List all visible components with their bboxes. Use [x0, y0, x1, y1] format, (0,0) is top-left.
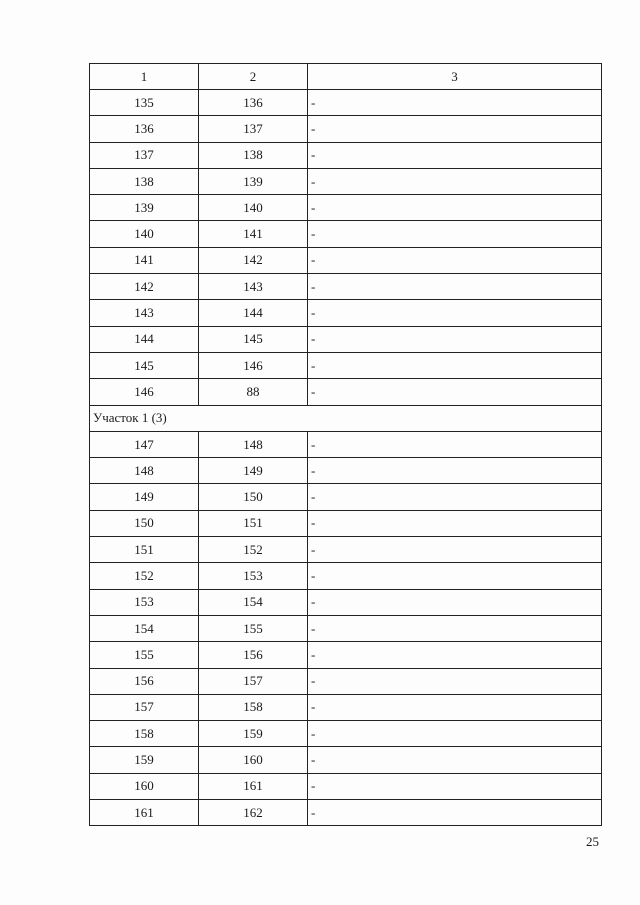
to-point-cell: 140: [199, 195, 308, 221]
table-row: [90, 168, 602, 194]
from-point-cell: 148: [90, 458, 199, 484]
table-row: [90, 247, 602, 273]
to-point-cell: 88: [199, 379, 308, 405]
note-cell: -: [308, 247, 602, 273]
table-row: [90, 668, 602, 694]
from-point-cell: 142: [90, 274, 199, 300]
table-row: [90, 563, 602, 589]
note-cell: -: [308, 431, 602, 457]
to-point-cell: 154: [199, 589, 308, 615]
from-point-cell: 135: [90, 90, 199, 116]
table-row: [90, 747, 602, 773]
from-point-cell: 143: [90, 300, 199, 326]
to-point-cell: 159: [199, 721, 308, 747]
to-point-cell: 151: [199, 510, 308, 536]
table-row: [90, 721, 602, 747]
section-label: Участок 1 (3): [90, 405, 602, 431]
from-point-cell: 158: [90, 721, 199, 747]
table-header-row: [90, 64, 602, 90]
table-row: [90, 510, 602, 536]
table-row: [90, 642, 602, 668]
from-point-cell: 140: [90, 221, 199, 247]
to-point-cell: 149: [199, 458, 308, 484]
table-row: [90, 300, 602, 326]
to-point-cell: 156: [199, 642, 308, 668]
table-row: [90, 195, 602, 221]
table-row: [90, 326, 602, 352]
table-row: [90, 800, 602, 826]
column-header-2: 2: [199, 64, 308, 90]
from-point-cell: 161: [90, 800, 199, 826]
table-row: [90, 694, 602, 720]
table-row: [90, 537, 602, 563]
note-cell: -: [308, 589, 602, 615]
table-row: [90, 352, 602, 378]
note-cell: -: [308, 379, 602, 405]
note-cell: -: [308, 484, 602, 510]
note-cell: -: [308, 721, 602, 747]
page-number: 25: [586, 834, 599, 849]
to-point-cell: 155: [199, 615, 308, 641]
from-point-cell: 147: [90, 431, 199, 457]
note-cell: -: [308, 458, 602, 484]
from-point-cell: 154: [90, 615, 199, 641]
note-cell: -: [308, 668, 602, 694]
from-point-cell: 157: [90, 694, 199, 720]
note-cell: -: [308, 142, 602, 168]
from-point-cell: 137: [90, 142, 199, 168]
table-row: [90, 142, 602, 168]
table-row: [90, 379, 602, 405]
note-cell: -: [308, 773, 602, 799]
from-point-cell: 159: [90, 747, 199, 773]
to-point-cell: 141: [199, 221, 308, 247]
to-point-cell: 138: [199, 142, 308, 168]
to-point-cell: 139: [199, 168, 308, 194]
points-table-body: [90, 64, 602, 826]
from-point-cell: 145: [90, 352, 199, 378]
to-point-cell: 162: [199, 800, 308, 826]
table-row: [90, 589, 602, 615]
from-point-cell: 149: [90, 484, 199, 510]
to-point-cell: 148: [199, 431, 308, 457]
column-header-1: 1: [90, 64, 199, 90]
table-row: [90, 116, 602, 142]
note-cell: -: [308, 694, 602, 720]
note-cell: -: [308, 563, 602, 589]
from-point-cell: 155: [90, 642, 199, 668]
from-point-cell: 150: [90, 510, 199, 536]
from-point-cell: 153: [90, 589, 199, 615]
note-cell: -: [308, 221, 602, 247]
table-row: [90, 90, 602, 116]
to-point-cell: 137: [199, 116, 308, 142]
from-point-cell: 144: [90, 326, 199, 352]
from-point-cell: 138: [90, 168, 199, 194]
from-point-cell: 156: [90, 668, 199, 694]
note-cell: -: [308, 90, 602, 116]
note-cell: -: [308, 300, 602, 326]
note-cell: -: [308, 800, 602, 826]
table-row: [90, 773, 602, 799]
note-cell: -: [308, 537, 602, 563]
to-point-cell: 157: [199, 668, 308, 694]
points-table: [89, 63, 602, 826]
note-cell: -: [308, 615, 602, 641]
to-point-cell: 160: [199, 747, 308, 773]
from-point-cell: 160: [90, 773, 199, 799]
to-point-cell: 143: [199, 274, 308, 300]
section-row: [90, 405, 602, 431]
to-point-cell: 150: [199, 484, 308, 510]
note-cell: -: [308, 510, 602, 536]
note-cell: -: [308, 116, 602, 142]
table-row: [90, 615, 602, 641]
to-point-cell: 136: [199, 90, 308, 116]
column-header-3: 3: [308, 64, 602, 90]
to-point-cell: 142: [199, 247, 308, 273]
note-cell: -: [308, 168, 602, 194]
from-point-cell: 136: [90, 116, 199, 142]
table-row: [90, 221, 602, 247]
from-point-cell: 139: [90, 195, 199, 221]
to-point-cell: 152: [199, 537, 308, 563]
table-row: [90, 458, 602, 484]
from-point-cell: 151: [90, 537, 199, 563]
to-point-cell: 161: [199, 773, 308, 799]
note-cell: -: [308, 642, 602, 668]
to-point-cell: 153: [199, 563, 308, 589]
from-point-cell: 141: [90, 247, 199, 273]
table-row: [90, 484, 602, 510]
to-point-cell: 158: [199, 694, 308, 720]
note-cell: -: [308, 326, 602, 352]
to-point-cell: 145: [199, 326, 308, 352]
note-cell: -: [308, 195, 602, 221]
note-cell: -: [308, 274, 602, 300]
from-point-cell: 146: [90, 379, 199, 405]
from-point-cell: 152: [90, 563, 199, 589]
table-row: [90, 431, 602, 457]
note-cell: -: [308, 352, 602, 378]
table-row: [90, 274, 602, 300]
to-point-cell: 144: [199, 300, 308, 326]
to-point-cell: 146: [199, 352, 308, 378]
note-cell: -: [308, 747, 602, 773]
